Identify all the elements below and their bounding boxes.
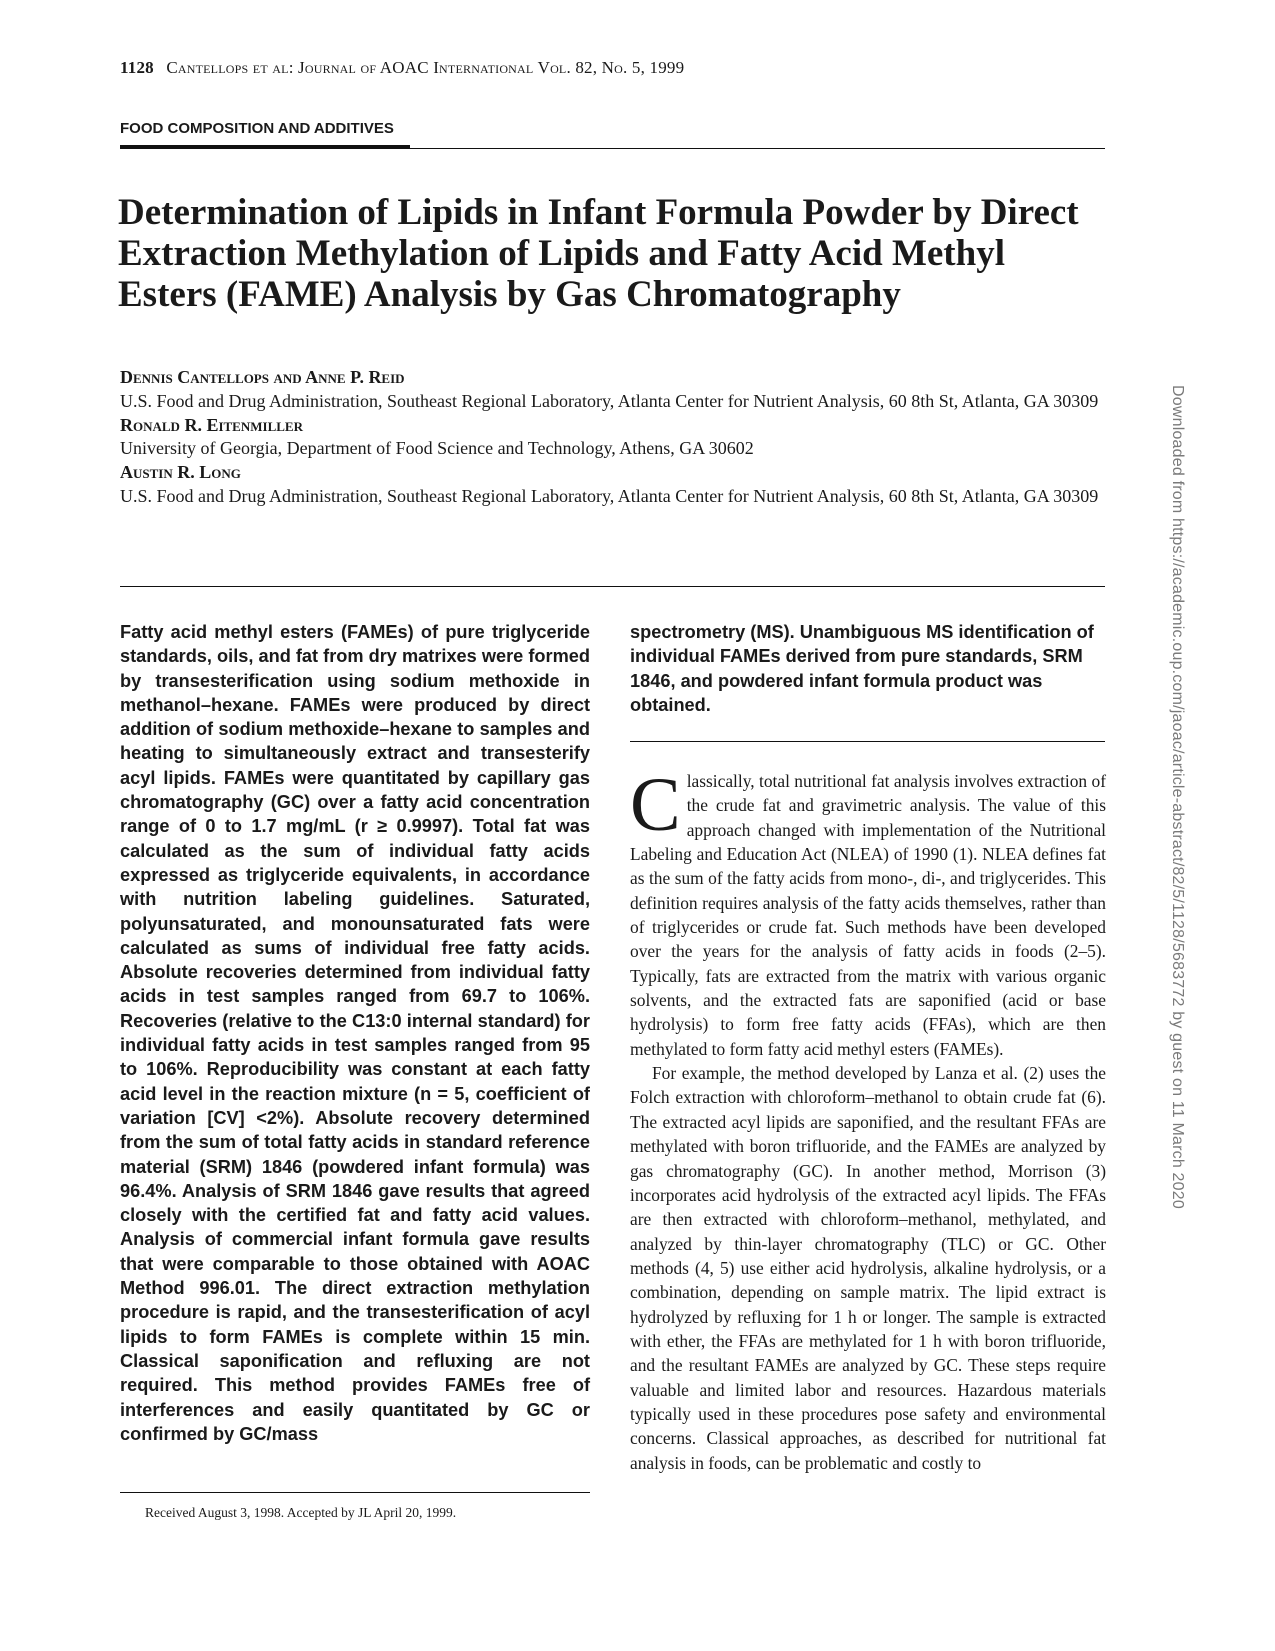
- author-affiliation: U.S. Food and Drug Administration, Southeast Regional Laboratory, Atlanta Center for Nutrient Analysis, 60 8th St, Atlanta, GA 30309: [120, 485, 1099, 506]
- author-name: Austin R. Long: [120, 462, 241, 483]
- section-rule: [120, 148, 1105, 149]
- abstract-end-rule: [630, 741, 1105, 742]
- author-affiliation: University of Georgia, Department of Food Science and Technology, Athens, GA 30602: [120, 438, 754, 459]
- page-number: 1128: [120, 58, 154, 77]
- download-watermark: Downloaded from https://academic.oup.com/jaoac/article-abstract/82/5/1128/5683772 by guest on 11 March 2020: [1169, 385, 1186, 1209]
- paragraph-2: For example, the method developed by Lanza et al. (2) uses the Folch extraction with chloroform–methanol to obtain crude fat (6). The extracted acyl lipids are saponified, and the resultant FFAs are methylated with boron trifluoride, and the FAMEs are analyzed by gas chromatography (GC). In another method, Morrison (3) incorporates acid hydrolysis of the extracted acyl lipids. The FFAs are then extracted with chloroform–methanol, methylated, and analyzed by thin-layer chromatography (TLC) or GC. Other methods (4, 5) use either acid hydrolysis, alkaline hydrolysis, or a combination, depending on sample matrix. The lipid extract is hydrolyzed by refluxing for 1 h or longer. The sample is extracted with ether, the FFAs are methylated for 1 h with boron trifluoride, and the resultant FAMEs are analyzed by GC. These steps require valuable and limited labor and resources. Hazardous materials typically used in these procedures pose safety and environmental concerns. Classical approaches, as described for nutritional fat analysis in foods, can be problematic and costly to: [630, 1063, 1106, 1473]
- section-label: FOOD COMPOSITION AND ADDITIVES: [120, 120, 394, 137]
- author-name: Ronald R. Eitenmiller: [120, 414, 303, 435]
- footnote-rule: [120, 1492, 590, 1493]
- author-name: Dennis Cantellops and Anne P. Reid: [120, 367, 405, 387]
- running-header: [120, 58, 684, 78]
- running-title: Cantellops et al: Journal of AOAC International Vol. 82, No. 5, 1999: [166, 58, 685, 77]
- received-footnote: Received August 3, 1998. Accepted by JL April 20, 1999.: [145, 1505, 457, 1520]
- author-affiliation: U.S. Food and Drug Administration, Southeast Regional Laboratory, Atlanta Center for Nutrient Analysis, 60 8th St, Atlanta, GA 30309: [120, 390, 1099, 411]
- article-title: Determination of Lipids in Infant Formula Powder by Direct Extraction Methylation of Lipids and Fatty Acid Methyl Esters (FAME) Analysis by Gas Chromatography: [118, 192, 1079, 315]
- paragraph-1-text: lassically, total nutritional fat analysis involves extraction of the crude fat and gravimetric analysis. The value of this approach changed with implementation of the Nutritional Labeling and Education Act (NLEA) of 1990 (1). NLEA defines fat as the sum of the fatty acids from mono-, di-, and triglycerides. This definition requires analysis of the fatty acids themselves, rather than of triglycerides or crude fat. Such methods have been developed over the years for the analysis of fatty acids in foods (2–5). Typically, fats are extracted from the matrix with various organic solvents, and the extracted fats are saponified (acid or base hydrolysis) to form free fatty acids (FFAs), which are then methylated to form fatty acid methyl esters (FAMEs).: [630, 771, 1106, 1059]
- body-text: [630, 763, 1106, 1475]
- abstract-column-1: Fatty acid methyl esters (FAMEs) of pure triglyceride standards, oils, and fat from dry matrixes were formed by transesterification using sodium methoxide in methanol–hexane. FAMEs were produced by direct addition of sodium methoxide–hexane to samples and heating to simultaneously extract and transesterify acyl lipids. FAMEs were quantitated by capillary gas chromatography (GC) over a fatty acid concentration range of 0 to 1.7 mg/mL (r ≥ 0.9997). Total fat was calculated as the sum of individual fatty acids expressed as triglyceride equivalents, in accordance with nutrition labeling guidelines. Saturated, polyunsaturated, and monounsaturated fats were calculated as sums of individual free fatty acids. Absolute recoveries determined from individual fatty acids in test samples ranged from 69.7 to 106%. Recoveries (relative to the C13:0 internal standard) for individual fatty acids in test samples ranged from 95 to 106%. Reproducibility was constant at each fatty acid level in the reaction mixture (n = 5, coefficient of variation [CV] <2%). Absolute recovery determined from the sum of total fatty acids in standard reference material (SRM) 1846 (powdered infant formula) was 96.4%. Analysis of SRM 1846 gave results that agreed closely with the certified fat and fatty acid values. Analysis of commercial infant formula gave results that were comparable to those obtained with AOAC Method 996.01. The direct extraction methylation procedure is rapid, and the transesterification of acyl lipids to form FAMEs is complete within 15 min. Classical saponification and refluxing are not required. This method provides FAMEs free of interferences and easily quantitated by GC or confirmed by GC/mass: [120, 622, 590, 1444]
- header-bottom-rule: [120, 586, 1105, 587]
- drop-cap: C: [630, 763, 681, 847]
- author-block: [120, 366, 1110, 509]
- paragraph-1: [630, 763, 1106, 1061]
- abstract-column-2: spectrometry (MS). Unambiguous MS identification of individual FAMEs derived from pure standards, SRM 1846, and powdered infant formula product was obtained.: [630, 622, 1094, 715]
